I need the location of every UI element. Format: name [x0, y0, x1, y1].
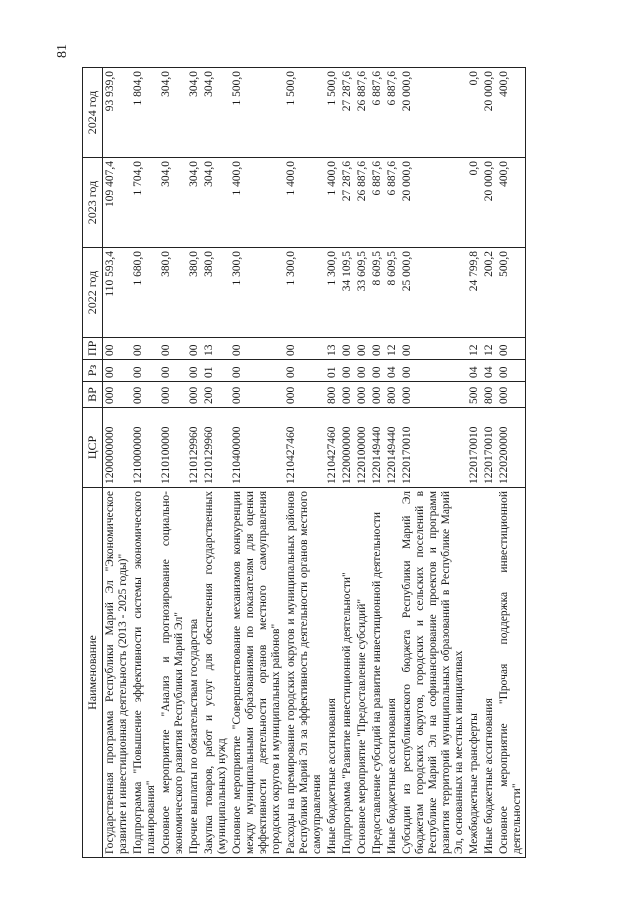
row-csr: 1210000000: [131, 408, 159, 488]
table-row: [482, 68, 497, 858]
row-vr: 000: [370, 382, 385, 408]
row-vr: 000: [355, 382, 370, 408]
row-csr: 1210129960: [202, 408, 230, 488]
row-pr: 00: [284, 338, 325, 360]
row-rz: 01: [202, 360, 230, 382]
row-value-2022: 33 609,5: [355, 248, 370, 338]
row-value-2022: 110 593,4: [103, 248, 132, 338]
row-value-2024: 6 887,6: [385, 68, 400, 158]
row-value-2024: 20 000,0: [400, 68, 467, 158]
row-pr: 00: [103, 338, 132, 360]
row-value-2023: 6 887,6: [370, 158, 385, 248]
row-pr: 13: [325, 338, 340, 360]
row-value-2023: 1 400,0: [284, 158, 325, 248]
row-rz: 01: [325, 360, 340, 382]
row-pr: 00: [230, 338, 284, 360]
row-rz: 04: [385, 360, 400, 382]
row-rz: 00: [103, 360, 132, 382]
row-pr: 00: [340, 338, 355, 360]
row-csr: 1220200000: [497, 408, 526, 488]
row-value-2022: 380,0: [202, 248, 230, 338]
row-value-2022: 1 680,0: [131, 248, 159, 338]
row-csr: 1210129960: [187, 408, 202, 488]
row-vr: 000: [340, 382, 355, 408]
row-rz: 04: [467, 360, 482, 382]
row-value-2023: 1 704,0: [131, 158, 159, 248]
row-name: Основное мероприятие "Анализ и прогнозирование социально-экономического развития Республики Марий Эл": [159, 488, 187, 858]
row-pr: 00: [131, 338, 159, 360]
row-vr: 000: [187, 382, 202, 408]
table-row: [202, 68, 230, 858]
table-row: [284, 68, 325, 858]
row-value-2023: 0,0: [467, 158, 482, 248]
row-value-2023: 6 887,6: [385, 158, 400, 248]
header-vr: ВР: [83, 382, 103, 408]
table-header-row: [83, 68, 103, 858]
row-value-2023: 400,0: [497, 158, 526, 248]
row-value-2024: 1 500,0: [230, 68, 284, 158]
row-value-2024: 1 804,0: [131, 68, 159, 158]
header-2023: 2023 год: [83, 158, 103, 248]
row-name: Государственная программа Республики Марий Эл "Экономическое развитие и инвестиционная деятельность (2013 - 2025 годы)": [103, 488, 132, 858]
row-name: Иные бюджетные ассигнования: [385, 488, 400, 858]
row-csr: 1210427460: [325, 408, 340, 488]
row-csr: 1220149440: [385, 408, 400, 488]
row-value-2022: 34 109,5: [340, 248, 355, 338]
row-value-2024: 6 887,6: [370, 68, 385, 158]
table-row: [159, 68, 187, 858]
row-value-2022: 1 300,0: [230, 248, 284, 338]
row-value-2022: 200,2: [482, 248, 497, 338]
row-value-2024: 304,0: [187, 68, 202, 158]
row-value-2024: 0,0: [467, 68, 482, 158]
header-2022: 2022 год: [83, 248, 103, 338]
row-value-2024: 400,0: [497, 68, 526, 158]
table-row: [325, 68, 340, 858]
row-vr: 000: [131, 382, 159, 408]
table-row: [131, 68, 159, 858]
row-name: Основное мероприятие "Прочая поддержка инвестиционной деятельности": [497, 488, 526, 858]
row-rz: 00: [355, 360, 370, 382]
row-vr: 800: [385, 382, 400, 408]
table-row: [103, 68, 132, 858]
row-value-2023: 20 000,0: [400, 158, 467, 248]
row-rz: 00: [284, 360, 325, 382]
row-value-2023: 20 000,0: [482, 158, 497, 248]
row-value-2023: 26 887,6: [355, 158, 370, 248]
row-value-2023: 1 400,0: [325, 158, 340, 248]
row-csr: 1210400000: [230, 408, 284, 488]
row-value-2023: 304,0: [202, 158, 230, 248]
table-row: [355, 68, 370, 858]
table-row: [230, 68, 284, 858]
row-value-2023: 27 287,6: [340, 158, 355, 248]
row-vr: 000: [284, 382, 325, 408]
row-csr: 1220000000: [340, 408, 355, 488]
row-vr: 000: [497, 382, 526, 408]
row-name: Иные бюджетные ассигнования: [325, 488, 340, 858]
row-rz: 00: [230, 360, 284, 382]
row-name: Основное мероприятие "Совершенствование механизмов конкуренции между муниципальными образованиями по показателям для оценки эффективности деятельности органов местного самоуправления городских округов и муниципальных районов": [230, 488, 284, 858]
budget-table: [82, 67, 526, 858]
row-value-2022: 1 300,0: [284, 248, 325, 338]
row-rz: 00: [187, 360, 202, 382]
table-body: [103, 68, 526, 858]
row-value-2024: 27 287,6: [340, 68, 355, 158]
row-vr: 800: [482, 382, 497, 408]
row-name: Межбюджетные трансферты: [467, 488, 482, 858]
row-name: Предоставление субсидий на развитие инвестиционной деятельности: [370, 488, 385, 858]
row-rz: 04: [482, 360, 497, 382]
row-pr: 00: [187, 338, 202, 360]
row-name: Подпрограмма "Повышение эффективности системы экономического планирования": [131, 488, 159, 858]
row-rz: 00: [131, 360, 159, 382]
table-row: [340, 68, 355, 858]
row-csr: 1220170010: [467, 408, 482, 488]
row-value-2023: 1 400,0: [230, 158, 284, 248]
row-value-2024: 304,0: [159, 68, 187, 158]
row-value-2023: 304,0: [187, 158, 202, 248]
table-row: [370, 68, 385, 858]
table-row: [385, 68, 400, 858]
row-pr: 00: [400, 338, 467, 360]
row-vr: 800: [325, 382, 340, 408]
row-value-2024: 93 939,0: [103, 68, 132, 158]
row-value-2024: 1 500,0: [325, 68, 340, 158]
row-csr: 1220100000: [355, 408, 370, 488]
row-value-2022: 380,0: [159, 248, 187, 338]
table-row: [467, 68, 482, 858]
row-pr: 00: [355, 338, 370, 360]
row-vr: 200: [202, 382, 230, 408]
header-csr: ЦСР: [83, 408, 103, 488]
row-value-2022: 380,0: [187, 248, 202, 338]
row-value-2022: 24 799,8: [467, 248, 482, 338]
row-pr: 00: [497, 338, 526, 360]
page-number: 81: [55, 44, 70, 58]
row-pr: 13: [202, 338, 230, 360]
header-pr: ПР: [83, 338, 103, 360]
row-csr: 1200000000: [103, 408, 132, 488]
table-row: [187, 68, 202, 858]
row-name: Расходы на премирование городских округов и муниципальных районов Республики Марий Эл за эффективность деятельности органов местного самоуправления: [284, 488, 325, 858]
row-csr: 1210100000: [159, 408, 187, 488]
row-name: Иные бюджетные ассигнования: [482, 488, 497, 858]
row-value-2023: 109 407,4: [103, 158, 132, 248]
row-name: Закупка товаров, работ и услуг для обеспечения государственных (муниципальных) нужд: [202, 488, 230, 858]
row-value-2022: 8 609,5: [385, 248, 400, 338]
row-value-2024: 304,0: [202, 68, 230, 158]
row-vr: 000: [103, 382, 132, 408]
header-rz: Рз: [83, 360, 103, 382]
row-rz: 00: [159, 360, 187, 382]
row-vr: 000: [230, 382, 284, 408]
row-csr: 1220149440: [370, 408, 385, 488]
row-rz: 00: [340, 360, 355, 382]
row-value-2024: 26 887,6: [355, 68, 370, 158]
row-value-2022: 1 300,0: [325, 248, 340, 338]
row-name: Основное мероприятие "Предоставление субсидий": [355, 488, 370, 858]
row-rz: 00: [370, 360, 385, 382]
row-rz: 00: [400, 360, 467, 382]
row-value-2022: 25 000,0: [400, 248, 467, 338]
row-pr: 12: [467, 338, 482, 360]
row-value-2022: 8 609,5: [370, 248, 385, 338]
header-2024: 2024 год: [83, 68, 103, 158]
row-value-2022: 500,0: [497, 248, 526, 338]
row-csr: 1210427460: [284, 408, 325, 488]
row-pr: 12: [482, 338, 497, 360]
row-value-2024: 1 500,0: [284, 68, 325, 158]
row-value-2023: 304,0: [159, 158, 187, 248]
table-row: [400, 68, 467, 858]
table-row: [497, 68, 526, 858]
header-name: Наименование: [83, 488, 103, 858]
row-pr: 00: [370, 338, 385, 360]
row-pr: 12: [385, 338, 400, 360]
row-pr: 00: [159, 338, 187, 360]
row-csr: 1220170010: [482, 408, 497, 488]
row-vr: 500: [467, 382, 482, 408]
row-value-2024: 20 000,0: [482, 68, 497, 158]
row-vr: 000: [400, 382, 467, 408]
row-name: Прочие выплаты по обязательствам государства: [187, 488, 202, 858]
row-name: Подпрограмма "Развитие инвестиционной деятельности": [340, 488, 355, 858]
row-vr: 000: [159, 382, 187, 408]
row-name: Субсидии из республиканского бюджета Республики Марий Эл бюджетам городских округов, городских и сельских поселений в Республике Марий Эл на софинансирование проектов и программ развития территорий муниципальных образований в Республике Марий Эл, основанных на местных инициативах: [400, 488, 467, 858]
row-csr: 1220170010: [400, 408, 467, 488]
row-rz: 00: [497, 360, 526, 382]
